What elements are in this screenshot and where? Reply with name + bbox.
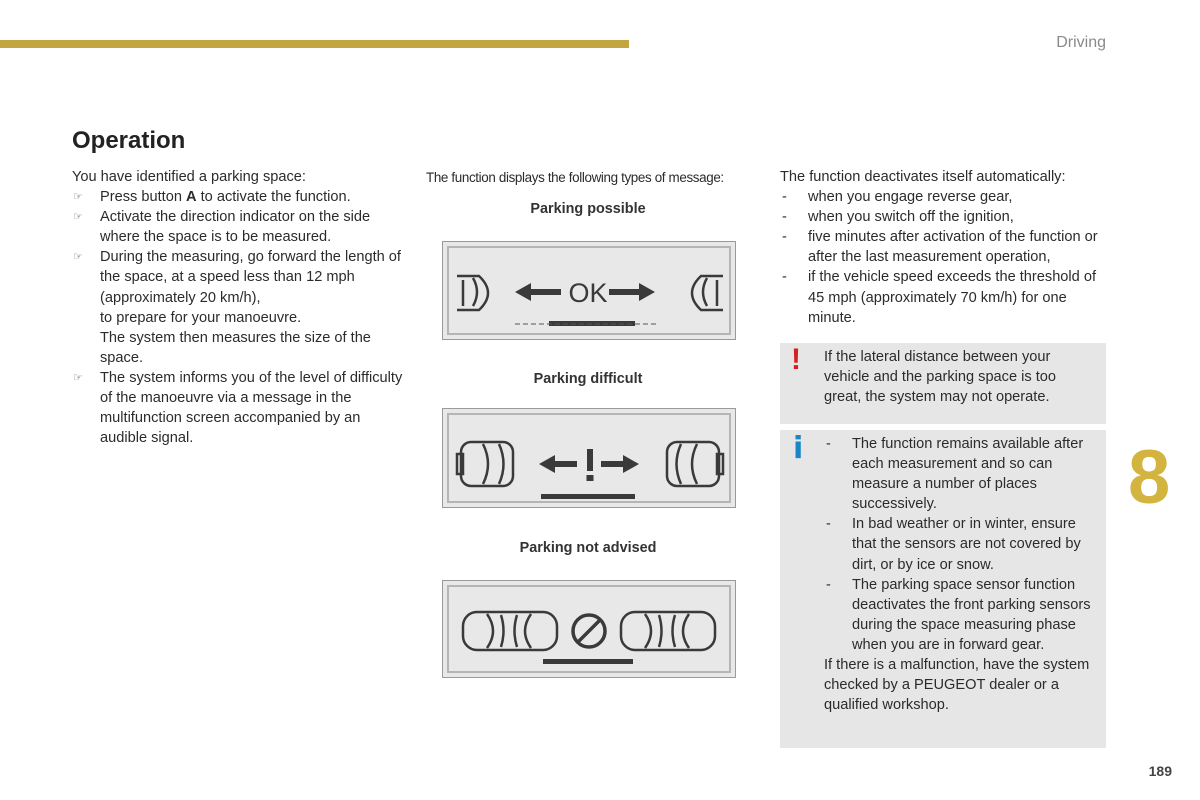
display-parking-not-advised <box>442 580 736 678</box>
steps-list <box>72 187 407 308</box>
info-note <box>780 430 1106 748</box>
warning-note <box>780 343 1106 424</box>
list-item: - In bad weather or in winter, ensure that the sensors are not covered by dirt, or by ice or snow. <box>826 516 1081 573</box>
message-label-parking-not-advised: Parking not advised <box>519 540 657 556</box>
message-label-parking-possible: Parking possible <box>530 201 646 217</box>
pointing-hand-icon: ☞ <box>73 371 83 384</box>
parking-not-advised-icon <box>443 581 737 679</box>
messages-intro: The function displays the following types of message: <box>426 170 724 185</box>
step-item: ☞ During the measuring, go forward the length of the space, at a speed less than 12 mph (approximately 20 km/h), <box>73 249 401 306</box>
section-title: Operation <box>72 127 186 154</box>
parking-possible-icon <box>443 242 737 341</box>
info-list <box>824 434 1096 655</box>
info-footer: If there is a malfunction, have the system checked by a PEUGEOT dealer or a qualified workshop. <box>824 657 1090 714</box>
ok-glyph: OK <box>568 278 608 308</box>
step-item: ☞ The system informs you of the level of difficulty of the manoeuvre via a message in the multifunction screen accompanied by an audible signal. <box>73 369 403 447</box>
list-item: - if the vehicle speed exceeds the threshold of 45 mph (approximately 70 km/h) for one minute. <box>782 269 1097 326</box>
step-continuation: The system then measures the size of the space. <box>100 329 371 366</box>
pointing-hand-icon: ☞ <box>73 251 83 264</box>
deactivation-conditions <box>780 167 1110 328</box>
list-item: - when you switch off the ignition, <box>782 209 1014 226</box>
warning-exclamation-icon: ! <box>791 343 801 376</box>
list-item: - five minutes after activation of the function or after the last measurement operation, <box>782 229 1098 266</box>
step-item: ☞ Activate the direction indicator on the side where the space is to be measured. <box>73 209 371 246</box>
pointing-hand-icon: ☞ <box>73 211 83 224</box>
step-continuation: to prepare for your manoeuvre. <box>100 309 302 326</box>
chapter-number: 8 <box>1128 435 1171 520</box>
button-a-key: A <box>186 189 197 206</box>
display-parking-possible <box>442 241 736 340</box>
deactivation-list <box>780 187 1110 328</box>
warning-text: If the lateral distance between your vehicle and the parking space is too great, the system may not operate. <box>824 349 1057 406</box>
message-label-parking-difficult: Parking difficult <box>533 371 643 387</box>
page-number: 189 <box>1148 763 1172 779</box>
steps-list-cont <box>72 368 407 448</box>
operation-steps <box>72 167 407 448</box>
steps-intro: You have identified a parking space: <box>72 169 306 185</box>
display-parking-difficult <box>442 408 736 508</box>
info-icon: i <box>793 431 804 466</box>
deactivation-intro: The function deactivates itself automatically: <box>780 169 1066 185</box>
list-item: - The parking space sensor function deactivates the front parking sensors during the space measuring phase when you are in forward gear. <box>826 576 1091 653</box>
step-item: ☞ Press button A to activate the function. <box>72 187 407 207</box>
pointing-hand-icon: ☞ <box>73 191 83 204</box>
list-item: - The function remains available after each measurement and so can measure a number of places successively. <box>826 436 1084 513</box>
parking-difficult-icon <box>443 409 737 509</box>
list-item: - when you engage reverse gear, <box>782 189 1013 206</box>
running-head: Driving <box>1056 34 1106 51</box>
header-accent-bar <box>0 40 629 48</box>
